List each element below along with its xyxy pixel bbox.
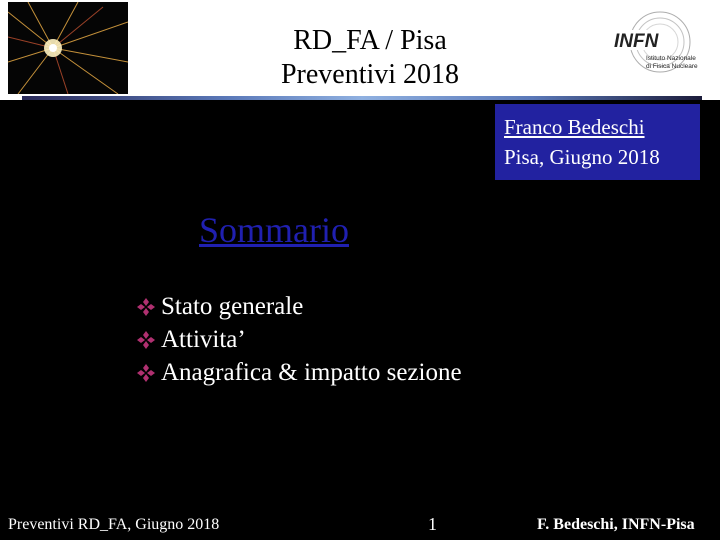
diamond-flower-icon <box>135 362 157 384</box>
infn-logo-text: INFN <box>614 31 659 52</box>
infn-logo <box>610 8 706 78</box>
infn-logo-subtext-2: di Fisica Nucleare <box>646 63 698 70</box>
title-line-1: RD_FA / Pisa <box>293 25 447 56</box>
footer-right: F. Bedeschi, INFN-Pisa <box>537 516 695 533</box>
page-number: 1 <box>428 514 437 534</box>
footer-left: Preventivi RD_FA, Giugno 2018 <box>8 516 220 533</box>
infn-logo-subtext-1: Istituto Nazionale <box>646 55 696 62</box>
diamond-flower-icon <box>135 296 157 318</box>
author-box <box>495 104 700 180</box>
bullet-list <box>135 290 462 389</box>
bullet-label: Stato generale <box>161 293 304 320</box>
diamond-flower-icon <box>135 329 157 351</box>
list-item <box>135 356 462 389</box>
bullet-label: Attivita’ <box>161 326 246 353</box>
bullet-label: Anagrafica & impatto sezione <box>161 359 462 386</box>
title-line-2: Preventivi 2018 <box>280 59 460 90</box>
particle-collision-image <box>8 2 128 94</box>
author-name-link[interactable]: Franco Bedeschi <box>504 115 645 139</box>
author-place-date: Pisa, Giugno 2018 <box>504 145 660 169</box>
slide-title <box>200 24 540 92</box>
list-item <box>135 323 462 356</box>
list-item <box>135 290 462 323</box>
section-title: Sommario <box>199 210 349 250</box>
header-divider <box>22 96 702 100</box>
